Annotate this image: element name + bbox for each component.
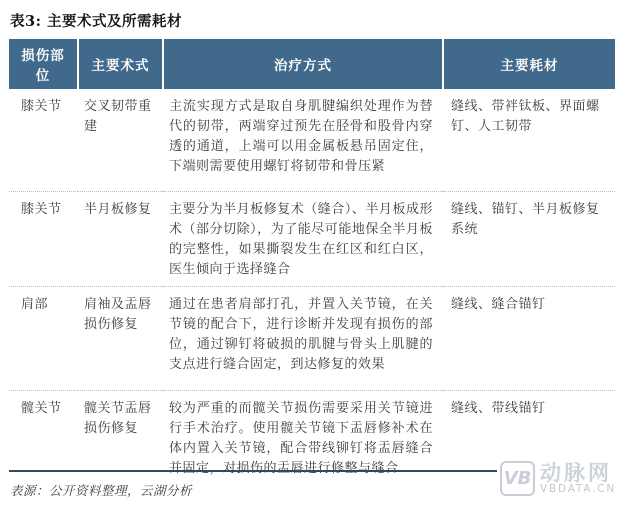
procedures-consumables-table [9,39,615,487]
cell-consumables: 缝线、带线锚钉 [451,401,546,417]
cell-treatment: 主流实现方式是取自身肌腱编织处理作为替代的韧带，两端穿过预先在胫骨和股骨内穿透的通道，上端可以用金属板悬吊固定住，下端则需要使用螺钉将韧带和骨压紧 [163,89,443,191]
cell-injury-site: 膝关节 [9,89,78,191]
table-row [9,191,615,287]
cell-treatment: 主要分为半月板修复术（缝合）、半月板成形术（部分切除），为了能尽可能地保全半月板的完整性，如果撕裂发生在红区和红白区，医生倾向于选择缝合 [163,191,443,287]
cell-procedure: 交叉韧带重建 [78,89,163,191]
cell-injury-site: 肩部 [9,287,78,391]
cell-treatment: 通过在患者肩部打孔，并置入关节镜，在关节镜的配合下，进行诊断并发现有损伤的部位，通过铆钉将破损的肌腱与骨头上肌腱的支点进行缝合固定，到达修复的效果 [163,287,443,391]
cell-procedure: 髋关节盂唇损伤修复 [84,401,152,437]
source-note: 表源：公开资料整理，云湖分析 [10,483,193,498]
cell-consumables: 缝线、带袢钛板、界面螺钉、人工韧带 [443,89,615,191]
cell-consumables: 缝线、缝合锚钉 [443,287,615,391]
header-treatment-method: 治疗方式 [163,39,443,89]
vb-monogram-icon: VB [500,461,535,496]
cell-injury-site: 髋关节 [21,401,62,417]
header-main-consumables: 主要耗材 [443,39,615,89]
cell-injury-site: 膝关节 [9,191,78,287]
header-injury-site: 损伤部位 [9,39,78,89]
cell-treatment: 较为严重的而髋关节损伤需要采用关节镜进行手术治疗。使用髋关节镜下盂唇修补术在体内置入关节镜，配合带线铆钉将盂唇缝合并固定，对损伤的盂唇进行修整与缝合 [169,401,433,477]
table-row [9,287,615,391]
cell-procedure: 半月板修复 [78,191,163,287]
cell-procedure: 肩袖及盂唇损伤修复 [78,287,163,391]
cell-consumables: 缝线、锚钉、半月板修复系统 [443,191,615,287]
logo-domain: VBDATA.CN [540,483,616,496]
vbdata-logo [497,459,619,498]
logo-brand-name: 动脉网 [540,460,613,486]
table-title: 表3: 主要术式及所需耗材 [10,13,182,30]
table-header-row [9,39,615,89]
header-main-procedure: 主要术式 [78,39,163,89]
table-row [9,89,615,191]
